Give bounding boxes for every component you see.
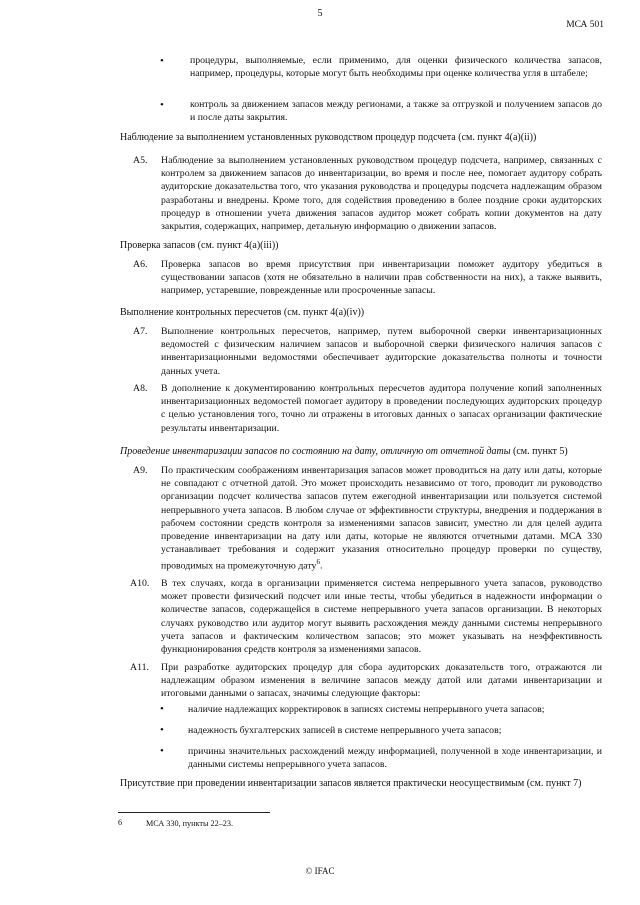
bullet-icon: • bbox=[160, 745, 164, 757]
footnote-divider bbox=[118, 812, 270, 813]
paragraph-label-a11: A11. bbox=[130, 662, 149, 673]
section-heading-counting: Наблюдение за выполнением установленных руководством процедур подсчета (см. пункт 4(a)(ii)) bbox=[120, 132, 537, 143]
paragraph-label-a6: A6. bbox=[133, 259, 148, 270]
paragraph-a11: При разработке аудиторских процедур для сбора аудиторских доказательств того, отражаются ли надлежащим образом изменения в величине запасов между датой или датами инвентаризации и итоговыми данными о запасах, значимы следующие факторы: bbox=[161, 662, 602, 700]
paragraph-a6: Проверка запасов во время присутствия при инвентаризации поможет аудитору убедиться в существовании запасов (хотя не обязательно в наличии прав собственности на них), а также выявить, например, устаревшие, поврежденные или просроченные запасы. bbox=[161, 259, 602, 297]
footnote-ref-6: 6 bbox=[316, 558, 320, 567]
footnote-mark: 6 bbox=[118, 818, 123, 827]
bullet-icon: • bbox=[160, 703, 164, 715]
a11-bullet-1: наличие надлежащих корректировок в записях системы непрерывного учета запасов; bbox=[188, 704, 545, 715]
paragraph-a9-end: . bbox=[319, 560, 323, 572]
heading-italic-part: Проведение инвентаризации запасов по состоянию на дату, отличную от отчетной даты bbox=[120, 446, 511, 457]
a11-bullet-2: надежность бухгалтерских записей в системе непрерывного учета запасов; bbox=[188, 725, 502, 736]
section-heading-impracticable: Присутствие при проведении инвентаризации запасов является практически неосуществимым (см. пункт 7) bbox=[120, 778, 582, 789]
paragraph-label-a10: A10. bbox=[130, 578, 150, 589]
page-number: 5 bbox=[317, 8, 323, 19]
bullet-icon: • bbox=[160, 724, 164, 736]
bullet-text-2: контроль за движением запасов между регионами, а также за отгрузкой и получением запасов до и после даты закрытия. bbox=[190, 99, 602, 124]
bullet-icon: • bbox=[160, 55, 164, 67]
a11-bullet-3: причины значительных расхождений между информацией, полученной в ходе инвентаризации, и данными системы непрерывного учета запасов. bbox=[188, 746, 602, 771]
paragraph-label-a5: A5. bbox=[133, 155, 148, 166]
paragraph-label-a7: A7. bbox=[133, 326, 148, 337]
paragraph-a7: Выполнение контрольных пересчетов, например, путем выборочной сверки инвентаризационных ведомостей с физическим наличием запасов и выборочной сверки физического наличия запасов с инвентаризационными ведомостями обеспечивает аудиторские доказательства полноты и точности данных учета. bbox=[161, 326, 602, 377]
footnote-text: МСА 330, пункты 22–23. bbox=[146, 819, 234, 828]
section-heading-test-counts: Выполнение контрольных пересчетов (см. пункт 4(a)(iv)) bbox=[120, 307, 365, 318]
document-code: МСА 501 bbox=[566, 20, 604, 30]
bullet-icon: • bbox=[160, 99, 164, 111]
bullet-text-1: процедуры, выполняемые, если применимо, для оценки физического количества запасов, например, процедуры, которые могут быть необходимы при оценке количества угля в штабеле; bbox=[190, 55, 602, 80]
section-heading-other-date bbox=[120, 445, 610, 458]
paragraph-a9-text: По практическим соображениям инвентаризация запасов может проводиться на дату или даты, которые не совпадают с отчетной датой. Это может происходить независимо от того, проводит ли руководство организации подсчет количества запасов путем ежегодной инвентаризации или пользуется системой непрерывного учета запасов. В любом случае от эффективности структуры, внедрения и поддержания в рабочем состоянии средств контроля за изменениями запасов зависит, уместно ли для целей аудита проведение инвентаризации на дату или даты, которые не являются отчетными датами. МСА 330 устанавливает требования и содержит указания относительно процедур проверки по существу, проводимых на промежуточную дату bbox=[161, 465, 602, 572]
paragraph-a9 bbox=[161, 464, 602, 573]
heading-ref-part: (см. пункт 5) bbox=[510, 446, 568, 457]
paragraph-a8: В дополнение к документированию контрольных пересчетов аудитора получение копий заполненных инвентаризационных ведомостей помогает аудитору в проведении последующих аудиторских процедур с целью установления того, точно ли отражены в итоговых данных о запасах организации фактические результаты инвентаризации. bbox=[161, 383, 602, 434]
page-footer: © IFAC bbox=[305, 866, 335, 876]
paragraph-label-a8: A8. bbox=[133, 383, 148, 394]
section-heading-inspection: Проверка запасов (см. пункт 4(a)(iii)) bbox=[120, 240, 279, 251]
paragraph-a5: Наблюдение за выполнением установленных руководством процедур подсчета, например, связанных с контролем за движением запасов до инвентаризации, во время и после нее, помогает аудитору собрать аудиторские доказательства того, что указания руководства и процедуры подсчета надлежащим образом разработаны и внедрены. Кроме того, для содействия проведению в более поздние сроки аудиторских процедур в отношении учета движения запасов аудитор может собрать копии документов на дату закрытия, содержащих, например, детальную информацию о движении запасов. bbox=[161, 155, 602, 233]
paragraph-label-a9: A9. bbox=[133, 465, 148, 476]
paragraph-a10: В тех случаях, когда в организации применяется система непрерывного учета запасов, руководство может провести физический подсчет или иные тесты, чтобы убедиться в надежности информации о количестве запасов, содержащейся в системе непрерывного учета запасов организации. В некоторых случаях руководство или аудитор могут выявить расхождения между данными системы непрерывного учета запасов и фактическим количеством запасов; это может указывать на неэффективность функционирования средств контроля за изменениями запасов. bbox=[161, 578, 602, 656]
